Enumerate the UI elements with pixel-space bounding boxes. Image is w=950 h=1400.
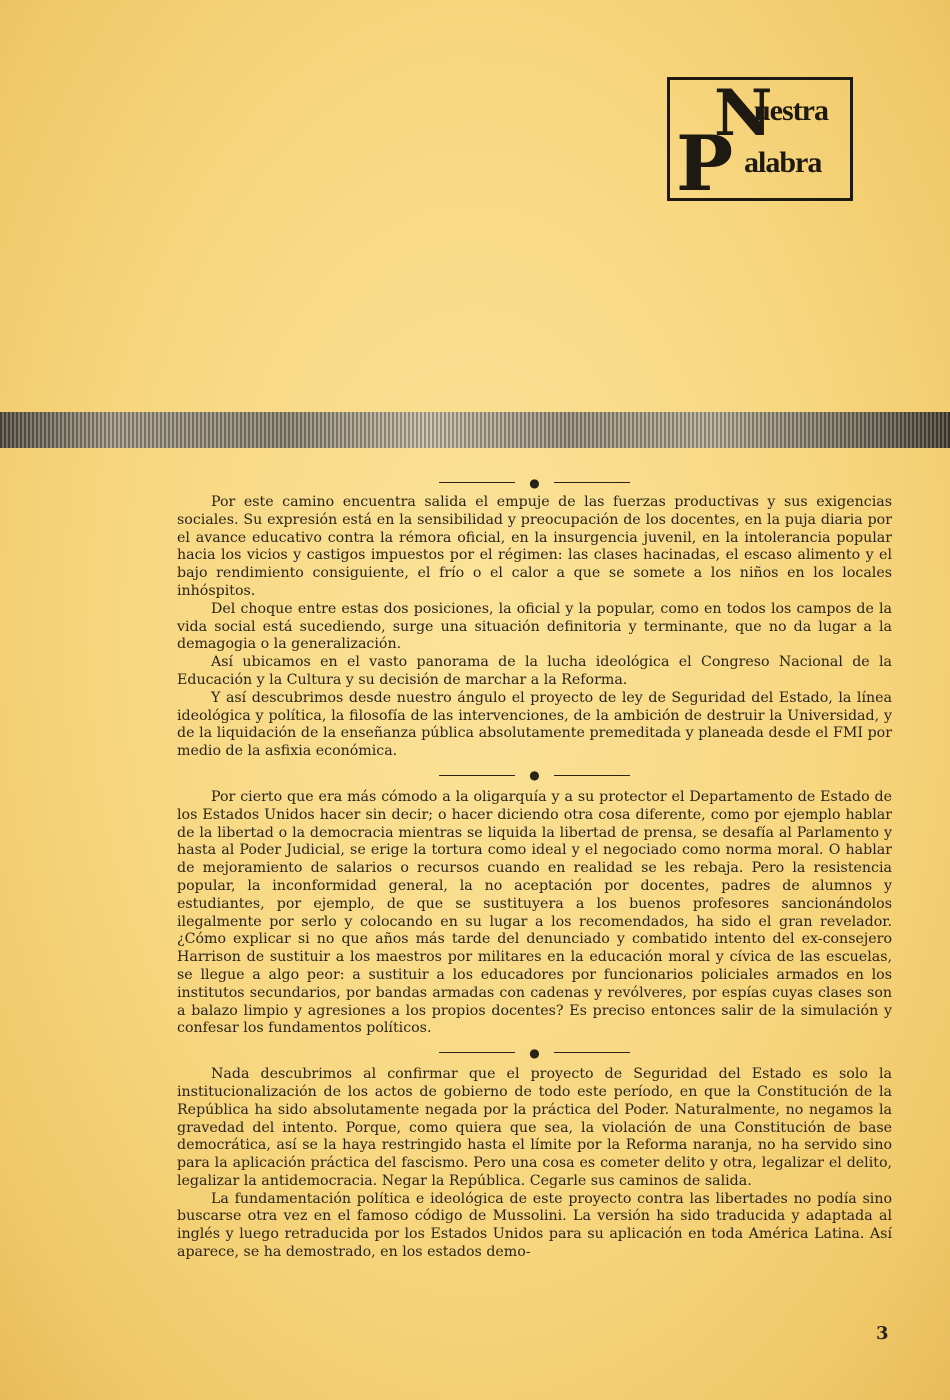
paragraph: La fundamentación política e ideológica de este proyecto contra las libertades no podía sino buscarse otra vez en el famoso código de Mussolini. La versión ha sido traducida y adaptada al inglés y luego retraducida por los Estados Unidos para su aplicación en toda América Latina. Así aparece, se ha demostrado, en los estados demo- xyxy=(177,1190,892,1261)
page-number: 3 xyxy=(876,1323,889,1344)
logo-word-palabra: alabra xyxy=(744,146,822,179)
logo-initial-p: P xyxy=(676,119,734,208)
logo-word-nuestra: uestra xyxy=(754,94,828,127)
paragraph: Nada descubrimos al confirmar que el proyecto de Seguridad del Estado es solo la institucionalización de los actos de gobierno de todo este período, en que la Constitución de la República ha sido absolutamente negada por la práctica del Poder. Naturalmente, no negamos la gravedad del intento. Porque, como quiera que sea, la violación de una Constitución de base democrática, así se la haya restringido hasta el límite por la Reforma naranja, no ha servido sino para la aplicación práctica del fascismo. Pero una cosa es cometer delito y otra, legalizar el delito, legalizar la antidemocracia. Negar la República. Cegarle sus caminos de salida. xyxy=(177,1066,892,1189)
paragraph: Por este camino encuentra salida el empuje de las fuerzas productivas y sus exigencias sociales. Su expresión está en la sensibilidad y preocupación de los docentes, en la puja diaria por el avance educativo contra la rémora oficial, en la insurgencia juvenil, en la intolerancia popular hacia los vicios y castigos impuestos por el régimen: las clases hacinadas, el escaso alimento y el bajo rendimiento consiguiente, el frío o el calor a que se somete a los niños en los locales inhóspitos. xyxy=(177,494,892,599)
paragraph: Por cierto que era más cómodo a la oligarquía y a su protector el Departamento de Estado de los Estados Unidos hacer sin decir; o hacer diciendo otra cosa diferente, como por ejemplo hablar de la libertad o la democracia mientras se liquida la libertad de prensa, se desafía al Parlamento y hasta al Poder Judicial, se erige la tortura como ideal y el negociado como norma moral. O hablar de mejoramiento de salarios o recursos cuando en realidad se les rebaja. Pero la resistencia popular, la inconformidad general, la no aceptación por docentes, padres de alumnos y estudiantes, por ejemplo, de que se sustituyera a los buenos profesores sancionándolos ilegalmente por serlo y colocando en su lugar a los recomendados, ha sido el gran revelador. ¿Cómo explicar si no que años más tarde del denunciado y combatido intento del ex-consejero Harrison de sustituir a los maestros por militares en la educación moral y cívica de las escuelas, se llegue a algo peor: a sustituir a los educadores por funcionarios policiales armados en los institutos secundarios, por bandas armadas con cadenas y revólveres, por espías cuyas clases son a balazo limpio y agresiones a los propios docentes? Es preciso entonces salir de la simulación y confesar los fundamentos políticos. xyxy=(177,788,892,1037)
paragraph: Así ubicamos en el vasto panorama de la lucha ideológica el Congreso Nacional de la Educación y la Cultura y su decisión de marchar a la Reforma. xyxy=(177,654,892,688)
halftone-divider-band xyxy=(0,412,950,448)
paragraph: Y así descubrimos desde nuestro ángulo el proyecto de ley de Seguridad del Estado, la línea ideológica y política, la filosofía de las intervenciones, de la ambición de destruir la Universidad, y de la liquidación de la enseñanza pública absolutamente premeditada y planeada desde el FMI por medio de la asfixia económica. xyxy=(177,689,892,760)
logo-initial-n: N xyxy=(714,76,773,151)
article-body xyxy=(177,494,892,1262)
section-separator: ● xyxy=(177,761,892,789)
nuestra-palabra-logo xyxy=(667,76,853,208)
paragraph: Del choque entre estas dos posiciones, la oficial y la popular, como en todos los campos de la vida social está sucediendo, surge una situación definitoria y terminante, que no da lugar a la demagogia o la generalización. xyxy=(177,600,892,653)
section-separator: ● xyxy=(177,468,892,496)
section-separator: ● xyxy=(177,1038,892,1066)
